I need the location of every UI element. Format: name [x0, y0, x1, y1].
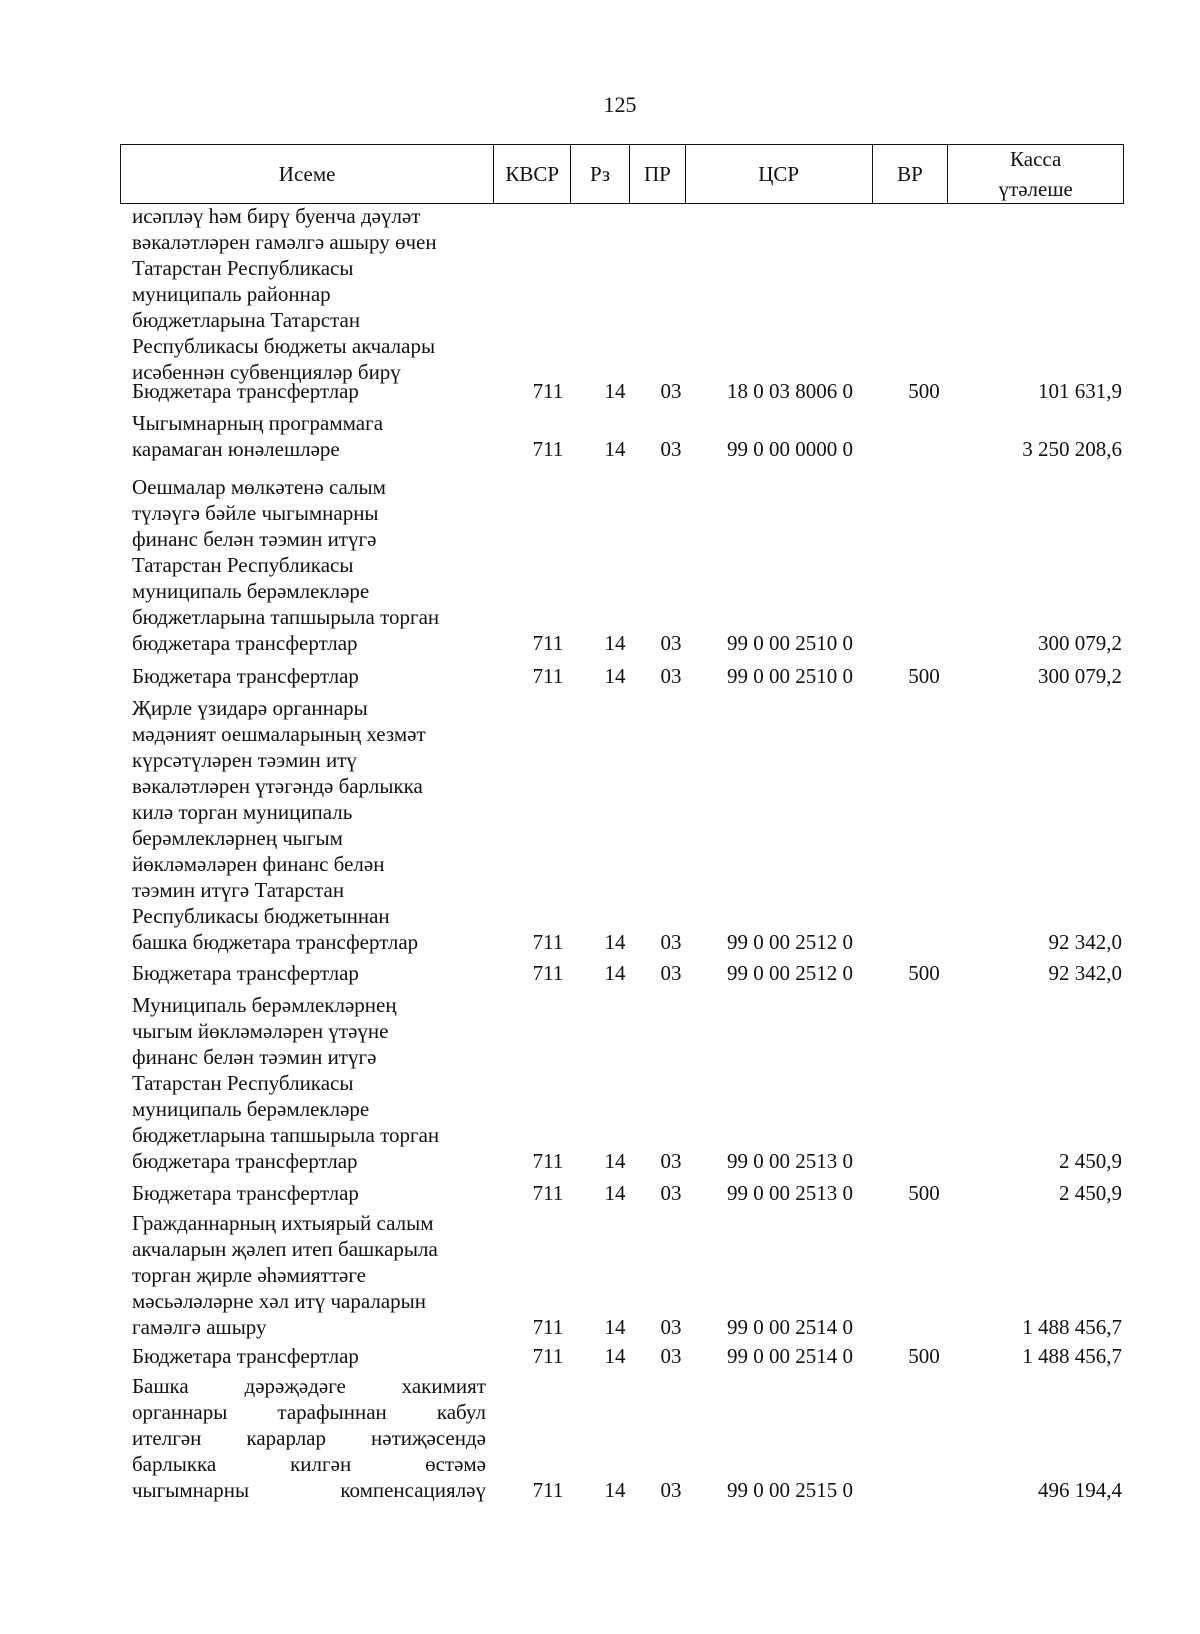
row-kvsr: 711 — [532, 961, 564, 985]
row-kvsr: 711 — [532, 379, 564, 403]
row-csr: 99 0 00 2512 0 — [727, 930, 853, 954]
row-rz: 14 — [604, 1478, 626, 1502]
row-name: Гражданнарның ихтыярый салым акчаларын җәлеп итеп башкарыла торган җирле әһәмияттәге мәсьәләләрне хәл итү чараларын гамәлгә ашыру — [132, 1211, 438, 1339]
row-sum: 101 631,9 — [1038, 379, 1122, 403]
row-name: Җирле үзидарә органнары мәдәният оешмаларының хезмәт күрсәтүләрен тәэмин итү вәкаләтләрен үтәгәндә барлыкка килә торган муниципаль берәмлекләрнең чыгым йөкләмәләрен финанс белән тәэмин итүгә Татарстан Республикасы бюджетыннан башка бюджетара трансфертлар — [132, 696, 426, 954]
row-name: Бюджетара трансфертлар — [132, 664, 359, 688]
row-csr: 99 0 00 2510 0 — [727, 631, 853, 655]
column-header-vr: ВР — [873, 145, 949, 203]
column-header-pr: ПР — [630, 145, 686, 203]
row-csr: 99 0 00 2512 0 — [727, 961, 853, 985]
table-row — [132, 960, 1122, 986]
row-name: Бюджетара трансфертлар — [132, 961, 359, 985]
row-kvsr: 711 — [532, 631, 564, 655]
row-kvsr: 711 — [532, 1344, 564, 1368]
column-header-csr: ЦСР — [686, 145, 873, 203]
row-name: Бюджетара трансфертлар — [132, 1181, 359, 1205]
table-row — [132, 203, 1122, 385]
row-sum: 300 079,2 — [1038, 631, 1122, 655]
row-kvsr: 711 — [532, 1181, 564, 1205]
table-row — [132, 1373, 1122, 1503]
table-row — [132, 1343, 1122, 1369]
row-sum: 2 450,9 — [1059, 1181, 1122, 1205]
row-rz: 14 — [604, 437, 626, 461]
row-rz: 14 — [604, 631, 626, 655]
row-kvsr: 711 — [532, 664, 564, 688]
row-rz: 14 — [604, 1344, 626, 1368]
table-row — [132, 378, 1122, 404]
row-rz: 14 — [604, 1149, 626, 1173]
table-row — [132, 1180, 1122, 1206]
table-row — [132, 1210, 1122, 1340]
row-pr: 03 — [660, 1149, 682, 1173]
row-pr: 03 — [660, 1181, 682, 1205]
row-sum: 1 488 456,7 — [1022, 1315, 1122, 1339]
row-csr: 99 0 00 2513 0 — [727, 1149, 853, 1173]
table-row — [132, 410, 1122, 462]
row-csr: 99 0 00 2510 0 — [727, 664, 853, 688]
row-csr: 99 0 00 2515 0 — [727, 1478, 853, 1502]
row-kvsr: 711 — [532, 1315, 564, 1339]
row-name: Оешмалар мөлкәтенә салым түләүгә бәйле чыгымнарны финанс белән тәэмин итүгә Татарстан Республикасы муниципаль берәмлекләре бюджетларына тапшырыла торган бюджетара трансфертлар — [132, 475, 440, 655]
row-name: Бюджетара трансфертлар — [132, 379, 359, 403]
row-name: Муниципаль берәмлекләрнең чыгым йөкләмәләрен үтәүне финанс белән тәэмин итүгә Татарстан Республикасы муниципаль берәмлекләре бюджетларына тапшырыла торган бюджетара трансфертлар — [132, 993, 440, 1173]
row-rz: 14 — [604, 930, 626, 954]
row-sum: 2 450,9 — [1059, 1149, 1122, 1173]
row-kvsr: 711 — [532, 437, 564, 461]
row-rz: 14 — [604, 1181, 626, 1205]
row-rz: 14 — [604, 1315, 626, 1339]
row-vr: 500 — [908, 1181, 940, 1205]
row-vr: 500 — [908, 664, 940, 688]
row-sum: 1 488 456,7 — [1022, 1344, 1122, 1368]
row-vr: 500 — [908, 1344, 940, 1368]
row-vr: 500 — [908, 379, 940, 403]
row-csr: 99 0 00 2513 0 — [727, 1181, 853, 1205]
column-header-kvsr: КВСР — [494, 145, 571, 203]
row-csr: 99 0 00 2514 0 — [727, 1315, 853, 1339]
row-pr: 03 — [660, 961, 682, 985]
row-kvsr: 711 — [532, 930, 564, 954]
row-name: Чыгымнарның программага карамаган юнәлешләре — [132, 411, 384, 461]
row-sum: 300 079,2 — [1038, 664, 1122, 688]
row-csr: 18 0 03 8006 0 — [727, 379, 853, 403]
row-csr: 99 0 00 2514 0 — [727, 1344, 853, 1368]
column-header-sum: Касса үтәлеше — [998, 147, 1073, 201]
row-sum: 496 194,4 — [1038, 1478, 1122, 1502]
table-row — [132, 695, 1122, 955]
row-rz: 14 — [604, 379, 626, 403]
row-pr: 03 — [660, 1344, 682, 1368]
row-pr: 03 — [660, 631, 682, 655]
row-vr: 500 — [908, 961, 940, 985]
row-name: Башка дәрәҗәдәге хакимият органнары тарафыннан кабул ителгән карарлар нәтиҗәсендә барлыкка килгән өстәмә чыгымнарны компенсацияләү — [132, 1374, 486, 1502]
row-pr: 03 — [660, 1315, 682, 1339]
row-pr: 03 — [660, 379, 682, 403]
table-header — [120, 144, 1124, 204]
page-number: 125 — [603, 92, 637, 117]
row-csr: 99 0 00 0000 0 — [727, 437, 853, 461]
table-row — [132, 474, 1122, 656]
row-kvsr: 711 — [532, 1478, 564, 1502]
row-kvsr: 711 — [532, 1149, 564, 1173]
row-pr: 03 — [660, 437, 682, 461]
column-header-name: Исеме — [121, 145, 494, 203]
table-row — [132, 663, 1122, 689]
row-pr: 03 — [660, 664, 682, 688]
row-name: Бюджетара трансфертлар — [132, 1344, 359, 1368]
row-pr: 03 — [660, 930, 682, 954]
row-rz: 14 — [604, 664, 626, 688]
row-sum: 92 342,0 — [1048, 930, 1122, 954]
row-sum: 92 342,0 — [1048, 961, 1122, 985]
row-pr: 03 — [660, 1478, 682, 1502]
table-row — [132, 992, 1122, 1174]
column-header-rz: Рз — [571, 145, 630, 203]
row-name: исәпләү һәм бирү буенча дәүләт вәкаләтләрен гамәлгә ашыру өчен Татарстан Республикасы муниципаль районнар бюджетларына Татарстан Республикасы бюджеты акчалары исәбеннән субвенцияләр бирү — [132, 204, 437, 384]
row-sum: 3 250 208,6 — [1022, 437, 1122, 461]
row-rz: 14 — [604, 961, 626, 985]
